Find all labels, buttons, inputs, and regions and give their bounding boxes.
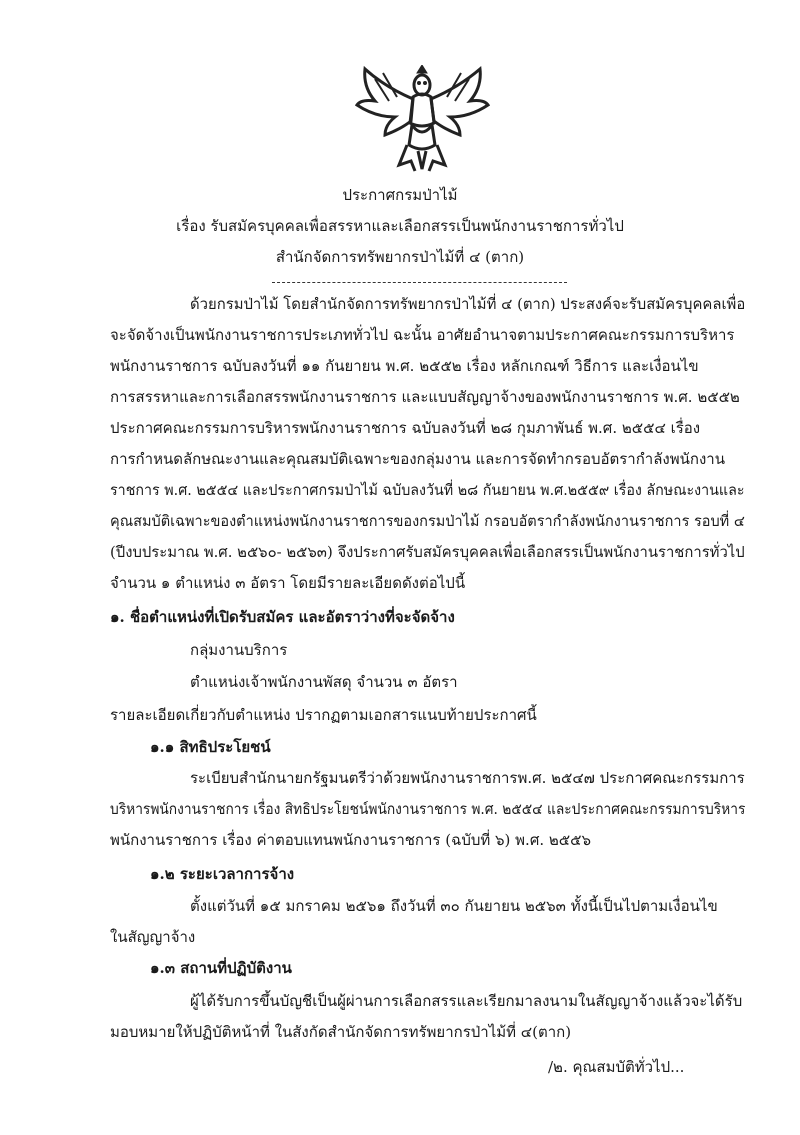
section-1-2-heading: ๑.๒ ระยะเวลาการจ้าง (150, 865, 295, 883)
section-1-2-line-1: ตั้งแต่วันที่ ๑๕ มกราคม ๒๕๖๑ ถึงวันที่ ๓๐ กันยายน ๒๕๖๓ ทั้งนี้เป็นไปตามเงื่อนไข (190, 897, 718, 915)
garuda-emblem-icon (355, 65, 490, 175)
section-1-3-line-2: มอบหมายให้ปฏิบัติหน้าที่ ในสังกัดสำนักจัดการทรัพยากรป่าไม้ที่ ๔(ตาก) (110, 1023, 572, 1041)
continued-footer: /๒. คุณสมบัติทั่วไป... (548, 1058, 685, 1076)
intro-line-8: คุณสมบัติเฉพาะของตำแหน่งพนักงานราชการของกรมป่าไม้ กรอบอัตรากำลังพนักงานราชการ รอบที่ ๔ (110, 512, 745, 530)
intro-line-10: จำนวน ๑ ตำแหน่ง ๓ อัตรา โดยมีรายละเอียดดังต่อไปนี้ (110, 574, 466, 592)
intro-line-9: (ปีงบประมาณ พ.ศ. ๒๕๖๐- ๒๕๖๓) จึงประกาศรับสมัครบุคคลเพื่อเลือกสรรเป็นพนักงานราชการทั่วไป (110, 543, 745, 561)
section-1-1-line-3: พนักงานราชการ เรื่อง ค่าตอบแทนพนักงานราชการ (ฉบับที่ ๖) พ.ศ. ๒๕๕๖ (110, 831, 591, 849)
section-1-detail: รายละเอียดเกี่ยวกับตำแหน่ง ปรากฏตามเอกสารแนบท้ายประกาศนี้ (110, 706, 537, 724)
intro-line-1: ด้วยกรมป่าไม้ โดยสำนักจัดการทรัพยากรป่าไม้ที่ ๔ (ตาก) ประสงค์จะรับสมัครบุคคลเพื่อ (190, 295, 746, 313)
intro-line-4: การสรรหาและการเลือกสรรพนักงานราชการ และแบบสัญญาจ้างของพนักงานราชการ พ.ศ. ๒๕๕๒ (110, 388, 740, 406)
section-1-1-line-2: บริหารพนักงานราชการ เรื่อง สิทธิประโยชน์พนักงานราชการ พ.ศ. ๒๕๕๔ และประกาศคณะกรรมการบริหาร (110, 800, 746, 818)
announcement-title: ประกาศกรมป่าไม้ (342, 186, 458, 204)
section-1-group: กลุ่มงานบริการ (190, 641, 288, 659)
header-divider (272, 282, 567, 283)
intro-line-5: ประกาศคณะกรรมการบริหารพนักงานราชการ ฉบับลงวันที่ ๒๘ กุมภาพันธ์ พ.ศ. ๒๕๕๔ เรื่อง (110, 419, 701, 437)
intro-line-7: ราชการ พ.ศ. ๒๕๕๔ และประกาศกรมป่าไม้ ฉบับลงวันที่ ๒๘ กันยายน พ.ศ.๒๕๕๙ เรื่อง ลักษณะงานและ (110, 481, 745, 499)
section-1-position: ตำแหน่งเจ้าพนักงานพัสดุ จำนวน ๓ อัตรา (190, 673, 458, 691)
section-1-3-line-1: ผู้ได้รับการขึ้นบัญชีเป็นผู้ผ่านการเลือกสรรและเรียกมาลงนามในสัญญาจ้างแล้วจะได้รับ (190, 992, 743, 1010)
announcement-office: สำนักจัดการทรัพยากรป่าไม้ที่ ๔ (ตาก) (275, 248, 525, 266)
section-1-1-line-1: ระเบียบสำนักนายกรัฐมนตรีว่าด้วยพนักงานราชการพ.ศ. ๒๕๔๗ ประกาศคณะกรรมการ (190, 769, 745, 787)
section-1-3-heading: ๑.๓ สถานที่ปฏิบัติงาน (150, 959, 292, 977)
section-1-1-heading: ๑.๑ สิทธิประโยชน์ (150, 738, 271, 756)
intro-line-6: การกำหนดลักษณะงานและคุณสมบัติเฉพาะของกลุ่มงาน และการจัดทำกรอบอัตรากำลังพนักงาน (110, 450, 725, 468)
announcement-subject: เรื่อง รับสมัครบุคคลเพื่อสรรหาและเลือกสรรเป็นพนักงานราชการทั่วไป (176, 217, 624, 235)
section-1-heading: ๑. ชื่อตำแหน่งที่เปิดรับสมัคร และอัตราว่างที่จะจัดจ้าง (110, 608, 455, 626)
section-1-2-line-2: ในสัญญาจ้าง (110, 928, 196, 946)
intro-line-3: พนักงานราชการ ฉบับลงวันที่ ๑๑ กันยายน พ.ศ. ๒๕๕๒ เรื่อง หลักเกณฑ์ วิธีการ และเงื่อนไข (110, 357, 699, 375)
intro-line-2: จะจัดจ้างเป็นพนักงานราชการประเภททั่วไป ฉะนั้น อาศัยอำนาจตามประกาศคณะกรรมการบริหาร (110, 326, 735, 344)
